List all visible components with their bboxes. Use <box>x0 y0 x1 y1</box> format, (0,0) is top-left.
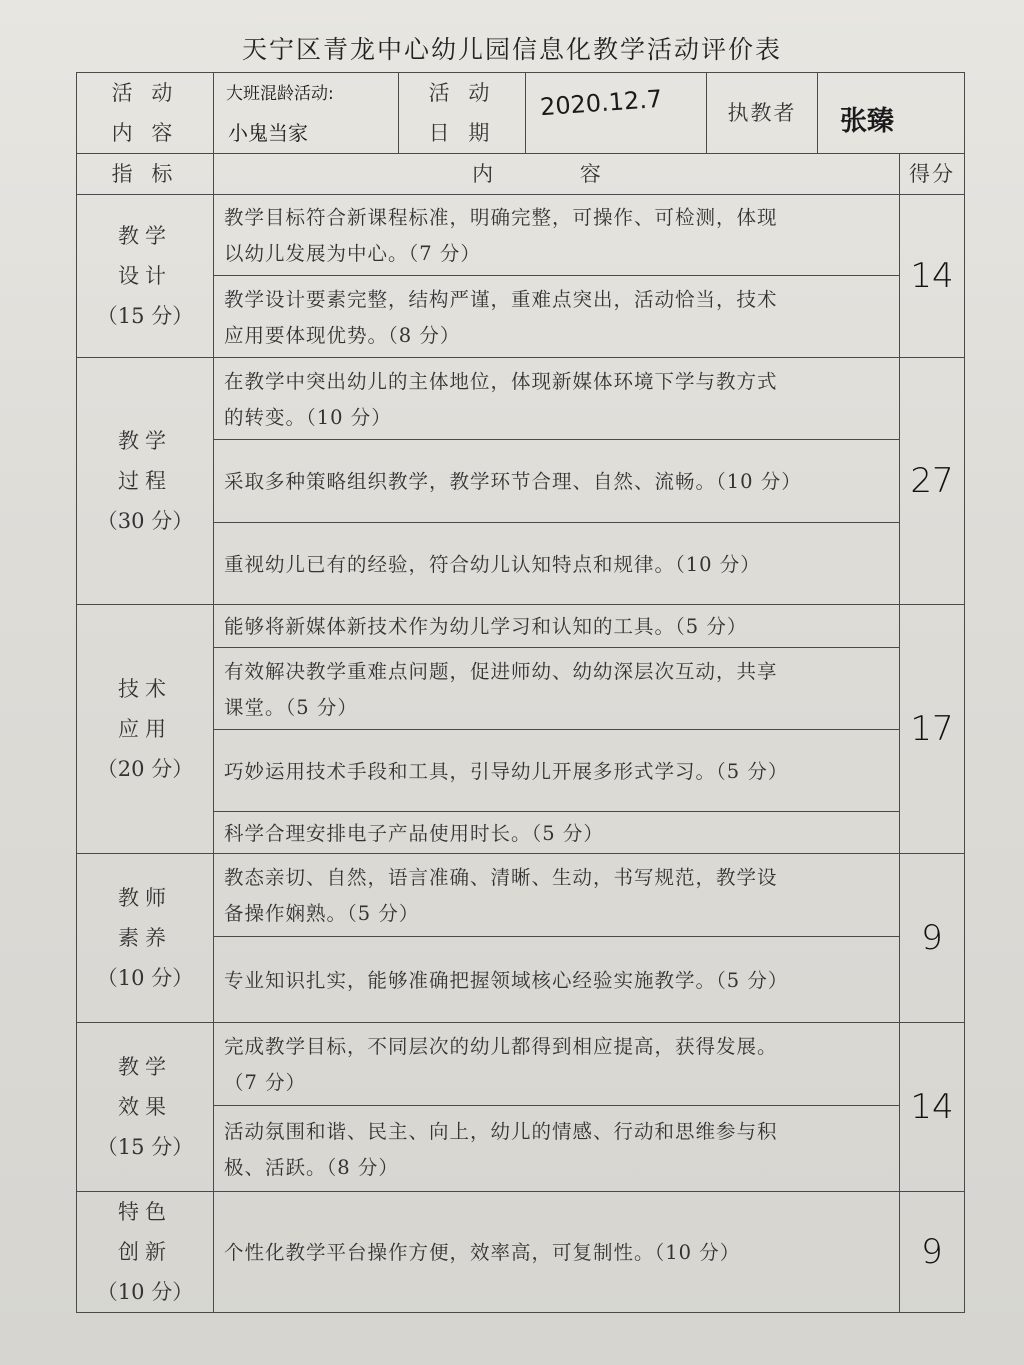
indicator-line1: 教师 <box>118 886 172 910</box>
score-technology <box>899 604 965 854</box>
indicator-line2: 设计 <box>118 264 172 288</box>
content-line: 活动氛围和谐、民主、向上，幼儿的情感、行动和思维参与积 <box>224 1119 778 1143</box>
activity-date-label-line1: 活 动 <box>428 81 496 105</box>
indicator-teaching-process <box>76 357 214 605</box>
activity-content-value <box>213 72 399 154</box>
indicator-teaching-effect <box>76 1022 214 1192</box>
activity-date-label-line2: 日 期 <box>428 121 496 145</box>
activity-content-value-line2: 小鬼当家 <box>228 121 308 145</box>
indicator-line3: （15 分） <box>96 304 194 328</box>
content-line: 采取多种策略组织教学，教学环节合理、自然、流畅。（10 分） <box>224 470 802 493</box>
content-line: 科学合理安排电子产品使用时长。（5 分） <box>224 821 604 845</box>
indicator-line2: 创新 <box>118 1240 172 1264</box>
content-line: 有效解决教学重难点问题，促进师幼、幼幼深层次互动，共享 <box>224 659 778 683</box>
content-item <box>213 194 900 276</box>
indicator-line2: 素养 <box>118 926 172 950</box>
teacher-label <box>706 72 818 154</box>
score-value: 14 <box>910 256 954 296</box>
indicator-line3: （30 分） <box>96 509 194 533</box>
content-item <box>213 522 900 605</box>
activity-content-value-line1: 大班混龄活动: <box>226 84 334 104</box>
indicator-line1: 教学 <box>118 224 172 248</box>
score-teaching-effect <box>899 1022 965 1192</box>
score-teaching-process <box>899 357 965 605</box>
content-line: 极、活跃。（8 分） <box>224 1155 399 1179</box>
content-item <box>213 357 900 440</box>
content-line: 重视幼儿已有的经验，符合幼儿认知特点和规律。（10 分） <box>224 552 761 576</box>
content-line: 备操作娴熟。（5 分） <box>224 902 420 925</box>
indicator-line3: （20 分） <box>96 757 194 781</box>
content-item <box>213 1191 900 1313</box>
indicator-line3: （15 分） <box>96 1135 194 1159</box>
indicator-line1: 教学 <box>118 429 172 453</box>
content-column-header: 内 容 <box>213 153 900 195</box>
score-teacher-quality <box>899 853 965 1023</box>
content-item <box>213 647 900 730</box>
score-value: 9 <box>921 918 943 958</box>
score-innovation <box>899 1191 965 1313</box>
indicator-innovation <box>76 1191 214 1313</box>
content-line: （7 分） <box>224 1071 307 1094</box>
content-item <box>213 1105 900 1192</box>
score-value: 17 <box>910 709 954 749</box>
content-line: 在教学中突出幼儿的主体地位，体现新媒体环境下学与教方式 <box>224 369 778 393</box>
score-value: 27 <box>910 461 954 501</box>
indicator-technology <box>76 604 214 854</box>
content-item <box>213 853 900 937</box>
indicator-column-header: 指 标 <box>76 153 214 195</box>
content-item <box>213 811 900 854</box>
indicator-line1: 特色 <box>118 1200 172 1224</box>
content-line: 教学设计要素完整，结构严谨，重难点突出，活动恰当，技术 <box>224 287 778 311</box>
indicator-line3: （10 分） <box>96 1280 194 1304</box>
content-line: 教态亲切、自然，语言准确、清晰、生动，书写规范，教学设 <box>224 866 778 889</box>
content-line: 完成教学目标，不同层次的幼儿都得到相应提高，获得发展。 <box>224 1035 778 1058</box>
indicator-teaching-design <box>76 194 214 358</box>
content-line: 能够将新媒体新技术作为幼儿学习和认知的工具。（5 分） <box>224 615 748 638</box>
indicator-line1: 教学 <box>118 1055 172 1079</box>
content-item <box>213 729 900 812</box>
content-line: 个性化教学平台操作方便，效率高，可复制性。（10 分） <box>224 1241 741 1264</box>
content-line: 应用要体现优势。（8 分） <box>224 323 461 347</box>
content-line: 以幼儿发展为中心。（7 分） <box>224 242 481 265</box>
activity-date-label <box>398 72 526 154</box>
score-value: 9 <box>921 1232 943 1272</box>
indicator-teacher-quality <box>76 853 214 1023</box>
content-item <box>213 275 900 358</box>
activity-date-value <box>525 72 707 154</box>
score-value: 14 <box>910 1087 954 1127</box>
content-line: 教学目标符合新课程标准，明确完整，可操作、可检测，体现 <box>224 206 778 229</box>
content-line: 的转变。（10 分） <box>224 405 392 429</box>
content-item <box>213 439 900 523</box>
content-line: 课堂。（5 分） <box>224 695 358 719</box>
content-item <box>213 936 900 1023</box>
indicator-line2: 过程 <box>118 469 172 493</box>
indicator-line3: （10 分） <box>96 966 194 990</box>
activity-content-label-line2: 内 容 <box>111 121 179 145</box>
content-line: 专业知识扎实，能够准确把握领域核心经验实施教学。（5 分） <box>224 968 789 992</box>
indicator-line1: 技术 <box>118 677 172 701</box>
activity-content-label-line1: 活 动 <box>111 81 179 105</box>
activity-content-label <box>76 72 214 154</box>
content-item <box>213 1022 900 1106</box>
score-column-header: 得分 <box>899 153 965 195</box>
content-line: 巧妙运用技术手段和工具，引导幼儿开展多形式学习。（5 分） <box>224 759 789 783</box>
indicator-line2: 效果 <box>118 1095 172 1119</box>
teacher-label-text: 执教者 <box>727 101 797 125</box>
teacher-value-text: 张臻 <box>840 106 894 137</box>
activity-date-value-text: 2020.12.7 <box>539 84 663 122</box>
teacher-value <box>817 72 965 154</box>
form-title: 天宁区青龙中心幼儿园信息化教学活动评价表 <box>241 35 782 64</box>
content-item <box>213 604 900 648</box>
indicator-line2: 应用 <box>118 717 172 741</box>
score-teaching-design <box>899 194 965 358</box>
